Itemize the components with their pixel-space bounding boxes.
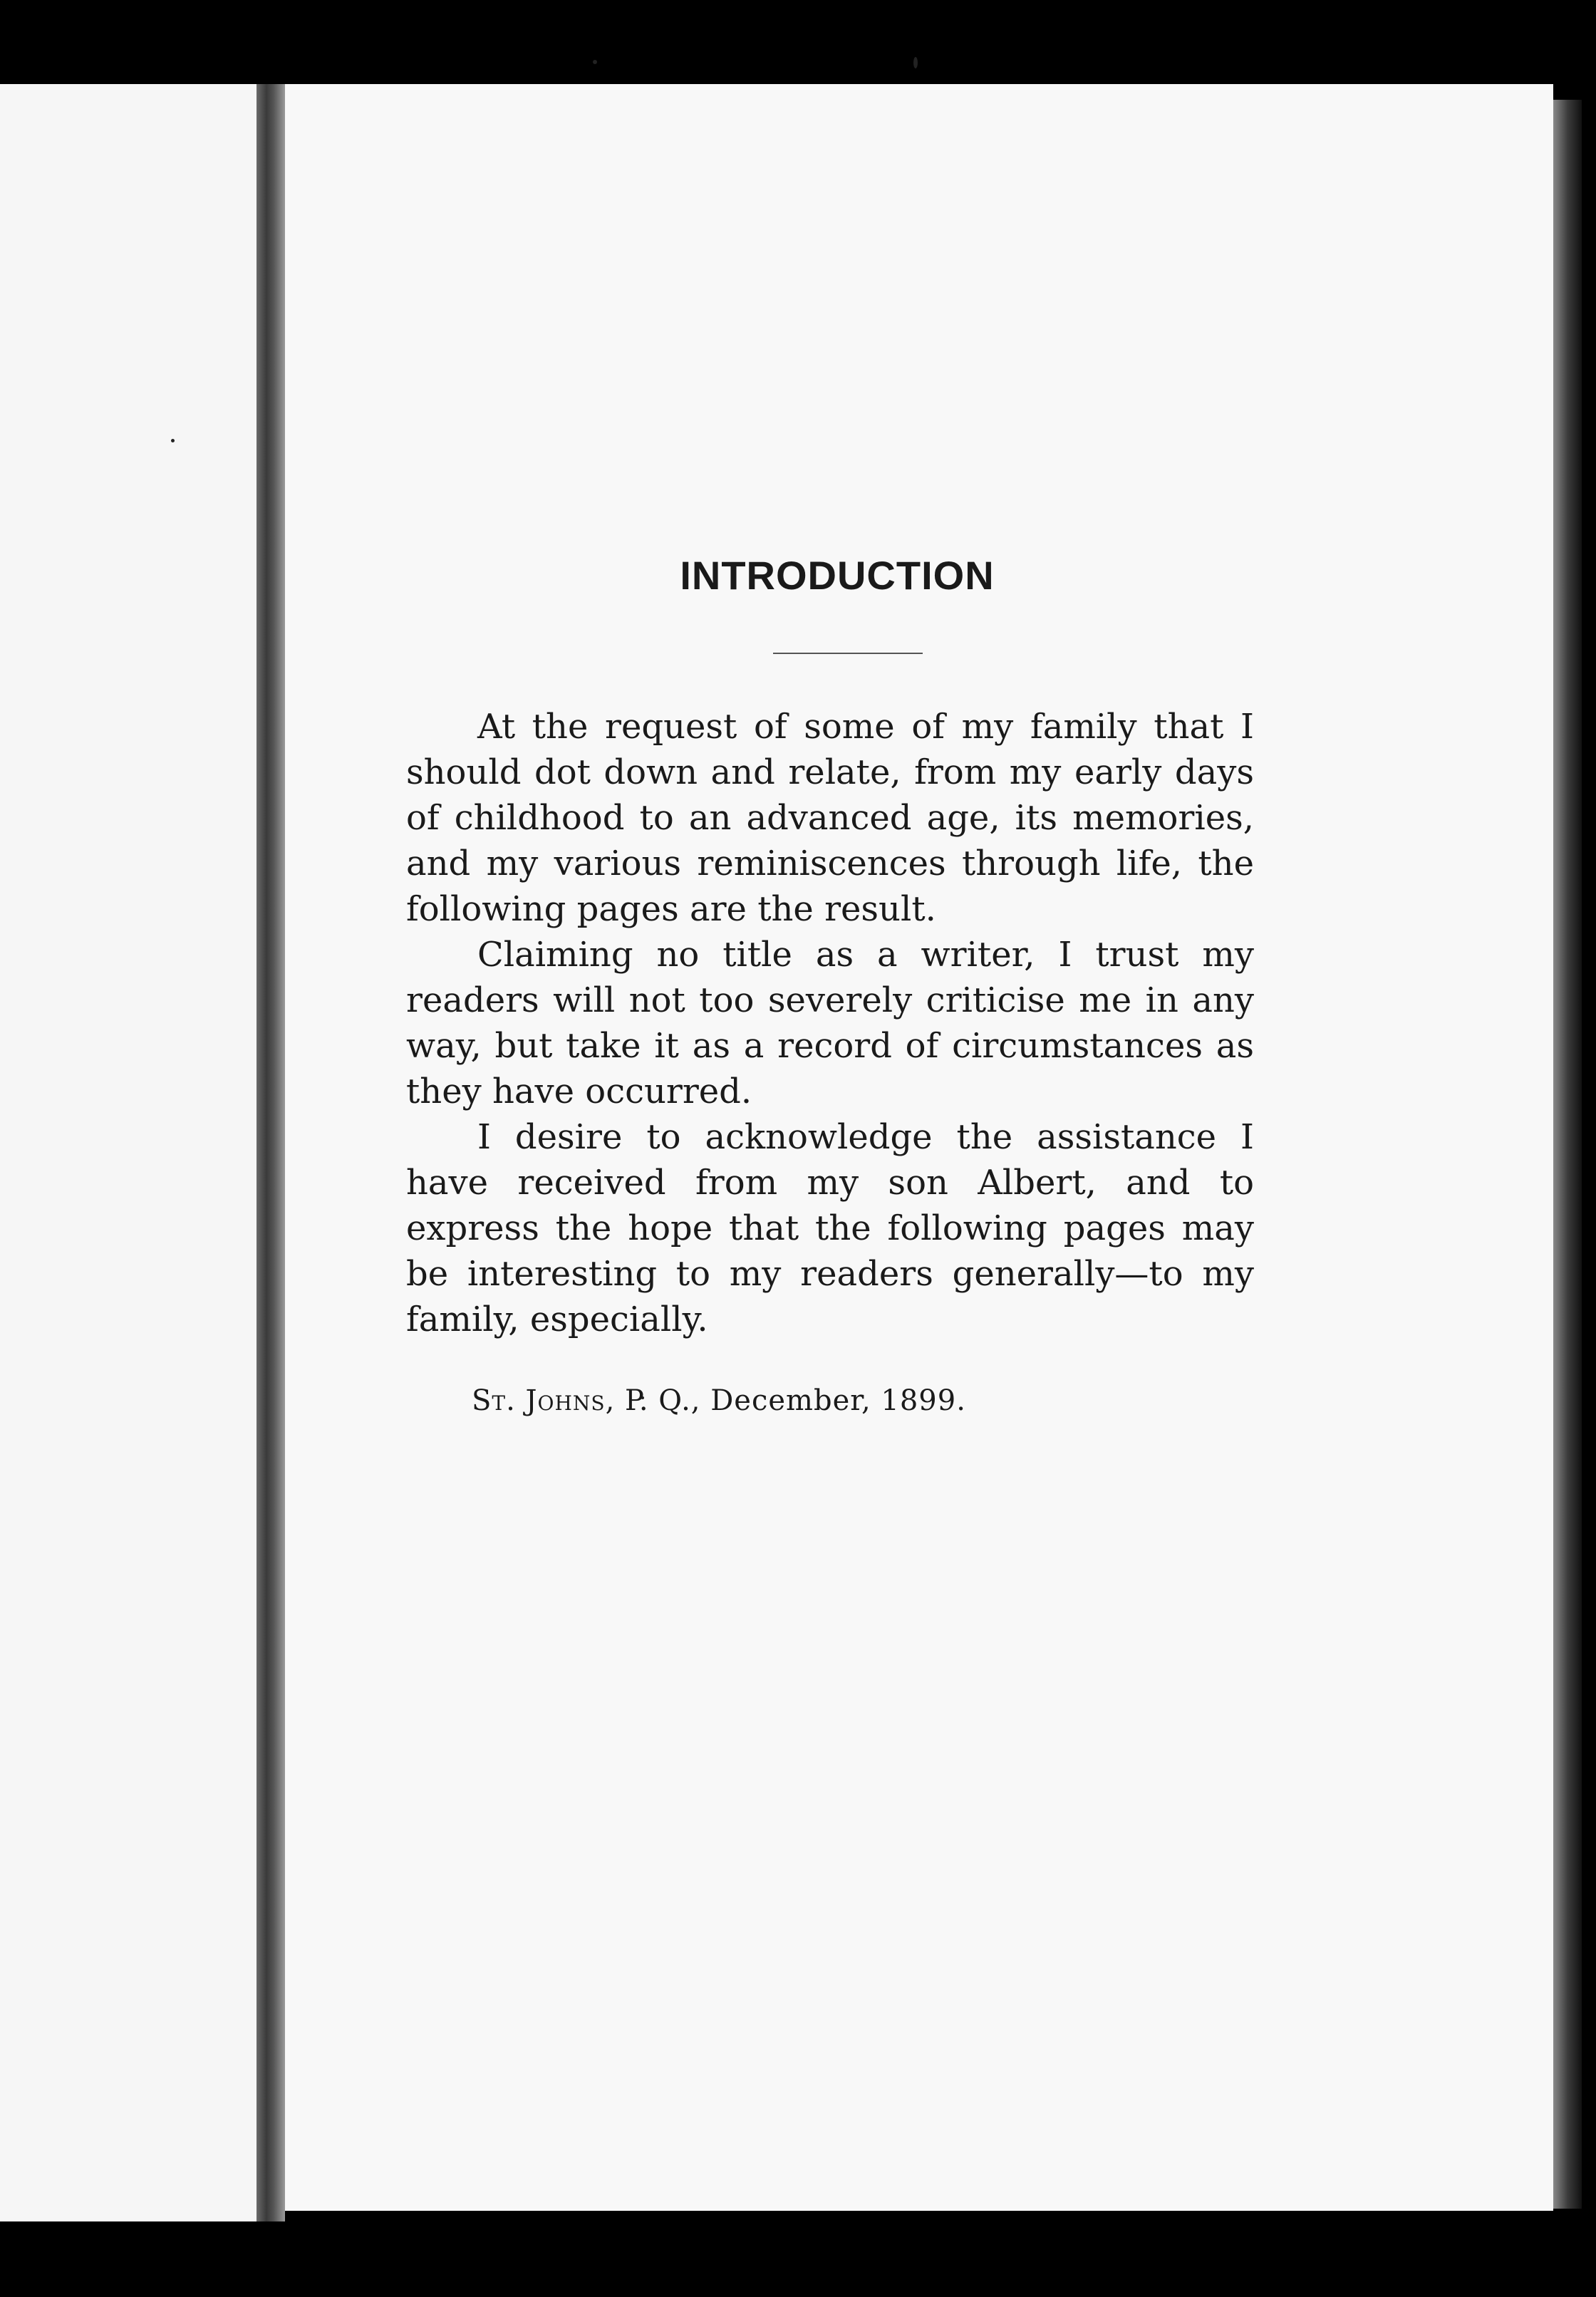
paragraph-acknowledge: I desire to acknowledge the assistance I have received from my son Albert, and to express the hope that the following pages may be interesting to my readers generally—to my family, especially.	[406, 1117, 1254, 1339]
paragraph-claiming: Claiming no title as a writer, I trust my readers will not too severely criticise me in any way, but take it as a record of circumstances as they have occurred.	[406, 935, 1254, 1111]
page-title: INTRODUCTION	[680, 553, 995, 598]
left-facing-page	[0, 84, 256, 2221]
title-divider	[773, 653, 923, 654]
page-text-block	[406, 553, 1254, 1424]
scan-speck	[913, 57, 918, 68]
page-edge-shadow	[1553, 100, 1582, 2209]
scan-speck	[593, 60, 597, 64]
signature-date: December, 1899.	[710, 1384, 966, 1417]
scan-speck	[171, 439, 175, 442]
paragraph-request: At the request of some of my family that I should dot down and relate, from my early days of childhood to an advanced age, its memories, and my various reminiscences through life, the following pages are the result.	[406, 707, 1254, 929]
signature-line	[406, 1378, 1254, 1424]
signature-place: St. Johns, P. Q.,	[472, 1384, 701, 1417]
book-gutter	[256, 84, 285, 2221]
